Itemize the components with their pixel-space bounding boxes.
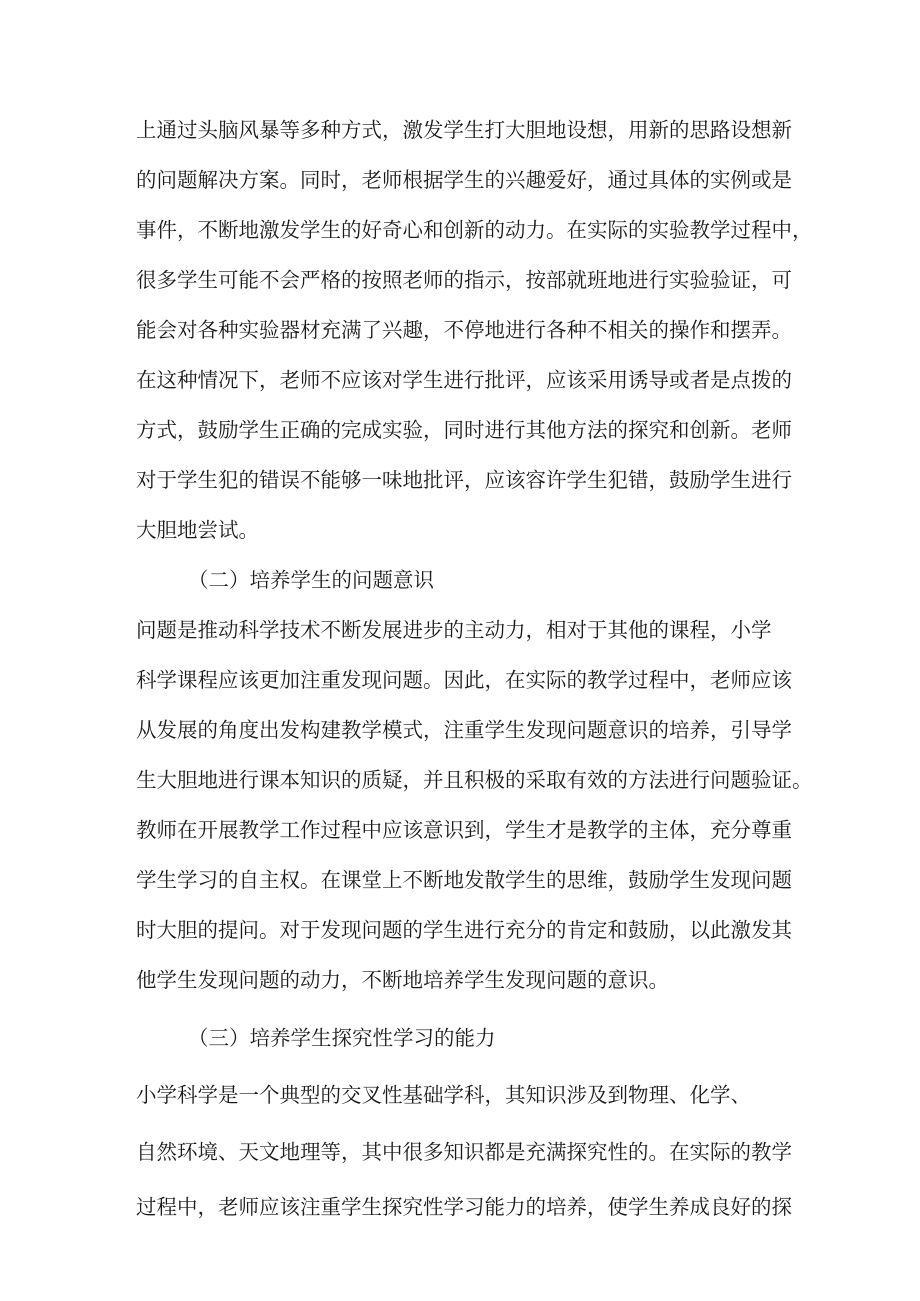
- text-line: 自然环境、天文地理等，其中很多知识都是充满探究性的。在实际的教学: [136, 1140, 792, 1164]
- text-line: 教师在开展教学工作过程中应该意识到，学生才是教学的主体，充分尊重: [136, 818, 792, 842]
- text-line: 学生学习的自主权。在课堂上不断地发散学生的思维，鼓励学生发现问题: [136, 868, 792, 892]
- text-line: 问题是推动科学技术不断发展进步的主动力，相对于其他的课程，小学: [136, 618, 772, 642]
- text-line: 事件，不断地激发学生的好奇心和创新的动力。在实际的实验教学过程中，: [136, 218, 813, 242]
- text-line: 很多学生可能不会严格的按照老师的指示，按部就班地进行实验验证，可: [136, 268, 792, 292]
- text-line: 大胆地尝试。: [136, 518, 259, 542]
- text-line: 上通过头脑风暴等多种方式，激发学生打大胆地设想，用新的思路设想新: [136, 118, 792, 142]
- section-heading-problem-awareness: （二）培养学生的问题意识: [188, 568, 434, 592]
- text-line: 他学生发现问题的动力，不断地培养学生发现问题的意识。: [136, 968, 669, 992]
- text-line: 的问题解决方案。同时，老师根据学生的兴趣爱好，通过具体的实例或是: [136, 168, 792, 192]
- text-line: 方式，鼓励学生正确的完成实验，同时进行其他方法的探究和创新。老师: [136, 418, 792, 442]
- section-heading-inquiry-learning: （三）培养学生探究性学习的能力: [188, 1026, 496, 1050]
- text-line: 科学课程应该更加注重发现问题。因此，在实际的教学过程中，老师应该: [136, 668, 792, 692]
- text-line: 在这种情况下，老师不应该对学生进行批评，应该采用诱导或者是点拨的: [136, 368, 792, 392]
- text-line: 时大胆的提问。对于发现问题的学生进行充分的肯定和鼓励，以此激发其: [136, 918, 792, 942]
- text-line: 能会对各种实验器材充满了兴趣，不停地进行各种不相关的操作和摆弄。: [136, 318, 792, 342]
- text-line: 小学科学是一个典型的交叉性基础学科，其知识涉及到物理、化学、: [136, 1083, 751, 1107]
- text-line: 从发展的角度出发构建教学模式，注重学生发现问题意识的培养，引导学: [136, 718, 792, 742]
- text-line: 过程中，老师应该注重学生探究性学习能力的培养，使学生养成良好的探: [136, 1195, 792, 1219]
- text-line: 生大胆地进行课本知识的质疑，并且积极的采取有效的方法进行问题验证。: [136, 768, 813, 792]
- text-line: 对于学生犯的错误不能够一味地批评，应该容许学生犯错，鼓励学生进行: [136, 468, 792, 492]
